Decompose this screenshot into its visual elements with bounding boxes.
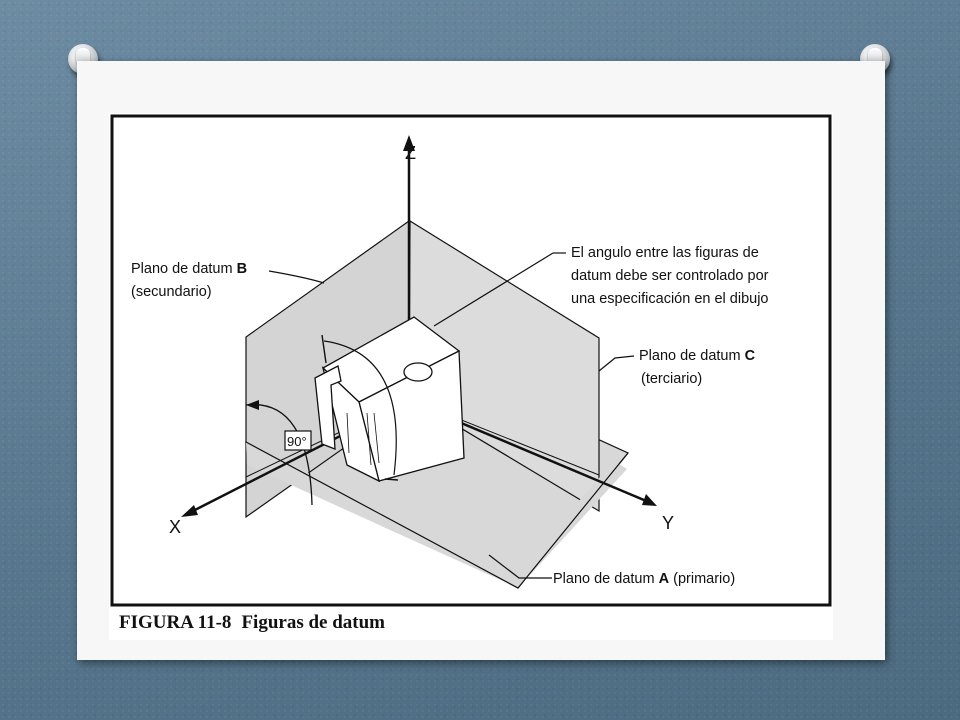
note-line-1: El angulo entre las figuras de — [571, 245, 759, 261]
note-line-3: una especificación en el dibujo — [571, 291, 769, 307]
plane-b-sublabel: (secundario) — [131, 284, 212, 300]
plane-a-label: Plano de datum A (primario) — [553, 571, 736, 587]
angle-extension-line-2 — [385, 479, 398, 480]
plane-c-sublabel: (terciario) — [641, 371, 703, 387]
x-axis-label: X — [169, 517, 182, 537]
plane-b-label: Plano de datum B — [131, 261, 248, 277]
note-line-2: datum debe ser controlado por — [571, 268, 769, 284]
angle-label: 90° — [287, 434, 307, 449]
figure-panel — [109, 113, 833, 640]
datum-diagram — [109, 113, 833, 640]
z-axis-label: Z — [405, 143, 416, 163]
figure-caption: FIGURA 11-8 Figuras de datum — [119, 612, 386, 633]
y-axis-label: Y — [662, 513, 675, 533]
plane-c-label: Plano de datum C — [639, 348, 756, 364]
